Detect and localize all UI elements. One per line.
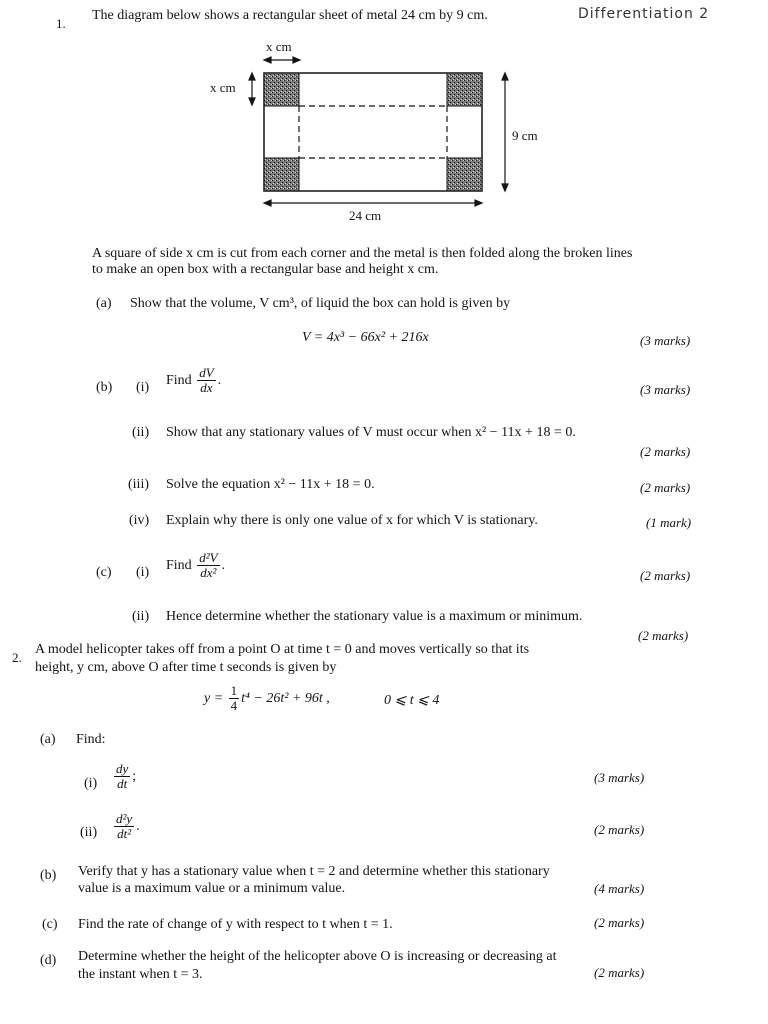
- q1a-marks: (3 marks): [640, 333, 691, 348]
- question-number-1: 1.: [56, 16, 66, 31]
- q1b-ii-marks: (2 marks): [640, 444, 691, 459]
- bottom-dimension-arrow: [264, 200, 482, 206]
- question-number-2: 2.: [12, 650, 22, 665]
- q1c-i-marks: (2 marks): [640, 568, 691, 583]
- one-quarter-fraction: $\frac{1}{4}$: [230, 683, 238, 714]
- q1b-i-text: Find: [166, 372, 192, 388]
- q1c-i-text: Find: [166, 557, 192, 573]
- q1c-i-label: (i): [136, 565, 150, 580]
- q1b-iii-label: (iii): [128, 477, 149, 492]
- q2d-label: (d): [40, 953, 57, 968]
- q1b-label: (b): [96, 380, 113, 395]
- q2b-label: (b): [40, 868, 57, 883]
- diagram-left-label: x cm: [210, 80, 236, 95]
- right-dimension-arrow: [502, 73, 508, 191]
- q1b-i-expression: Find $\frac{dV}{dx}$ .: [166, 365, 222, 396]
- q1c-i-expression: Find $\frac{\text{d²V}}{\text{dx²}}$ .: [166, 550, 226, 581]
- top-dimension-arrow: [264, 57, 300, 63]
- diagram-right-label: 9 cm: [512, 128, 538, 143]
- q1b-iii-text: Solve the equation x² − 11x + 18 = 0.: [166, 477, 375, 492]
- q1-paragraph-line1: A square of side x cm is cut from each corner and the metal is then folded along the broken lines: [92, 246, 633, 261]
- corner-square-bottom-left: [264, 158, 299, 191]
- left-dimension-arrow: [249, 73, 255, 105]
- d2y-dt2-fraction: $\frac{\text{d²y}}{\text{dt²}}$: [116, 811, 133, 842]
- q1b-iv-text: Explain why there is only one value of x for which V is stationary.: [166, 513, 538, 528]
- q1b-i-label: (i): [136, 380, 150, 395]
- q1b-ii-label: (ii): [132, 425, 150, 440]
- q1b-iii-marks: (2 marks): [640, 480, 691, 495]
- q1c-ii-marks: (2 marks): [638, 628, 689, 643]
- q2-intro-line1: A model helicopter takes off from a point O at time t = 0 and moves vertically so that its: [35, 642, 530, 657]
- q1-intro: The diagram below shows a rectangular sheet of metal 24 cm by 9 cm.: [92, 8, 488, 23]
- q2b-line2: value is a maximum value or a minimum value.: [78, 881, 346, 896]
- q1a-text: Show that the volume, V cm³, of liquid the box can hold is given by: [130, 296, 511, 311]
- q1b-i-marks: (3 marks): [640, 382, 691, 397]
- q1c-ii-text: Hence determine whether the stationary value is a maximum or minimum.: [166, 609, 583, 624]
- q2c-label: (c): [42, 917, 58, 932]
- q1b-ii-text: Show that any stationary values of V must occur when x² − 11x + 18 = 0.: [166, 425, 576, 440]
- q2a-label: (a): [40, 732, 56, 747]
- q2c-marks: (2 marks): [594, 915, 645, 930]
- diagram-top-label: x cm: [266, 39, 292, 54]
- dy-dt-fraction: $\frac{dy}{dt}$: [116, 761, 129, 792]
- q1a-label: (a): [96, 296, 112, 311]
- q2c-text: Find the rate of change of y with respect to t when t = 1.: [78, 917, 393, 932]
- fold-lines: [299, 106, 447, 158]
- q2-equation: y = $\frac{1}{4}$ t⁴ − 26t² + 96t ,: [204, 683, 330, 714]
- q2a-text: Find:: [76, 732, 106, 747]
- q2d-marks: (2 marks): [594, 965, 645, 980]
- handwritten-note: Differentiation 2: [578, 6, 710, 22]
- q2-intro-line2: height, y cm, above O after time t seconds is given by: [35, 660, 337, 675]
- q1a-equation: V = 4x³ − 66x² + 216x: [302, 330, 429, 345]
- metal-sheet-diagram: [0, 0, 768, 230]
- corner-square-top-right: [447, 73, 482, 106]
- q2a-i-marks: (3 marks): [594, 770, 645, 785]
- q1b-iv-label: (iv): [129, 513, 150, 528]
- q2d-line2: the instant when t = 3.: [78, 967, 203, 982]
- corner-square-top-left: [264, 73, 299, 106]
- diagram-bottom-label: 24 cm: [349, 208, 382, 223]
- corner-square-bottom-right: [447, 158, 482, 191]
- q1c-label: (c): [96, 565, 112, 580]
- q2d-line1: Determine whether the height of the helicopter above O is increasing or decreasing at: [78, 949, 557, 964]
- q2a-i-expression: $\frac{dy}{dt}$ ;: [116, 761, 137, 792]
- q1b-iv-marks: (1 mark): [646, 515, 692, 530]
- q2-domain: 0 ⩽ t ⩽ 4: [384, 693, 440, 708]
- q2a-i-label: (i): [84, 776, 98, 791]
- q1-paragraph-line2: to make an open box with a rectangular base and height x cm.: [92, 262, 439, 277]
- d2v-dx2-fraction: $\frac{\text{d²V}}{\text{dx²}}$: [199, 550, 218, 581]
- dv-dx-fraction: $\frac{dV}{dx}$: [199, 365, 214, 396]
- q2a-ii-expression: $\frac{\text{d²y}}{\text{dt²}}$ .: [116, 811, 140, 842]
- q2b-line1: Verify that y has a stationary value when t = 2 and determine whether this stationary: [78, 864, 550, 879]
- q2b-marks: (4 marks): [594, 881, 645, 896]
- q2a-ii-marks: (2 marks): [594, 822, 645, 837]
- q2a-ii-label: (ii): [80, 825, 98, 840]
- q1c-ii-label: (ii): [132, 609, 150, 624]
